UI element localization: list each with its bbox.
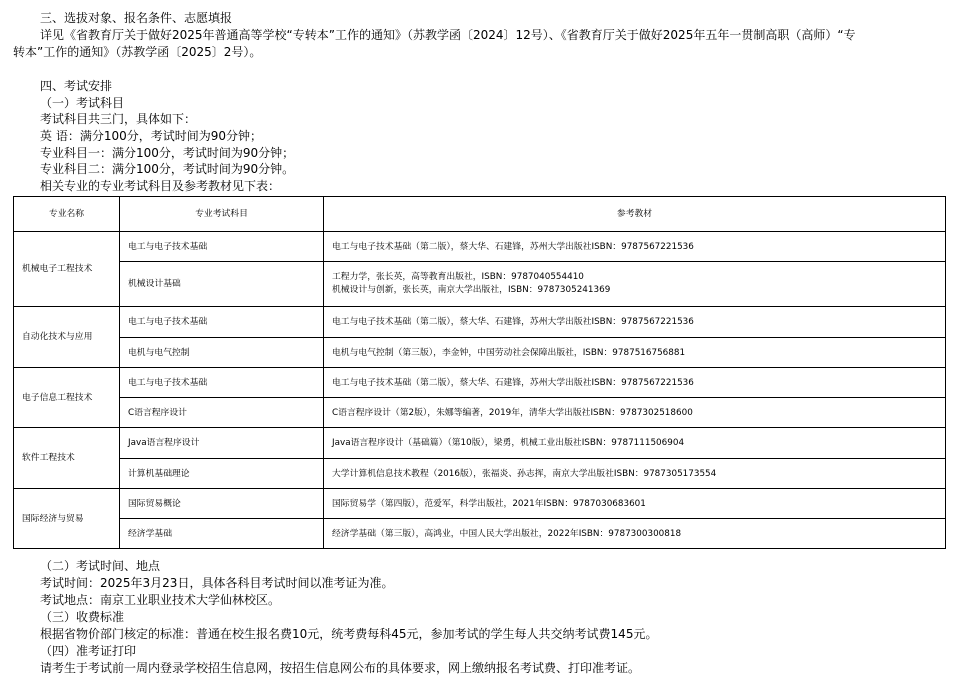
subheading-fees: （三）收费标准 (40, 610, 125, 624)
textbook-cell: 电机与电气控制（第三版），李金钟，中国劳动社会保障出版社，ISBN：9787516756881 (324, 338, 946, 368)
subject-cell: 机械设计基础 (120, 262, 324, 307)
table-row (14, 338, 946, 368)
subject-major-2: 专业科目二：满分100分，考试时间为90分钟。 (40, 162, 295, 176)
subjects-intro: 考试科目共三门，具体如下： (40, 112, 197, 126)
table-row (14, 519, 946, 549)
exam-time: 考试时间：2025年3月23日，具体各科目考试时间以准考证为准。 (40, 576, 394, 590)
reference-textbook-table (13, 196, 946, 549)
textbook-cell: 国际贸易学（第四版），范爱军，科学出版社，2021年ISBN：9787030683601 (324, 489, 946, 519)
textbook-line: 工程力学，张长英，高等教育出版社，ISBN：9787040554410 (332, 272, 584, 282)
subheading-time-place: （二）考试时间、地点 (40, 559, 161, 573)
table-row (14, 459, 946, 489)
table-row (14, 489, 946, 519)
exam-place: 考试地点：南京工业职业技术大学仙林校区。 (40, 593, 281, 607)
header-subject: 专业考试科目 (120, 197, 324, 232)
subject-cell: C语言程序设计 (120, 398, 324, 428)
major-name-cell: 电子信息工程技术 (14, 368, 120, 428)
table-row (14, 232, 946, 262)
major-name-cell: 机械电子工程技术 (14, 232, 120, 307)
subject-cell: 电工与电子技术基础 (120, 307, 324, 338)
subheading-admission-ticket: （四）准考证打印 (40, 644, 137, 658)
subject-cell: 经济学基础 (120, 519, 324, 549)
subject-major-1: 专业科目一：满分100分，考试时间为90分钟； (40, 146, 295, 160)
subject-cell: 电工与电子技术基础 (120, 232, 324, 262)
major-name-cell: 软件工程技术 (14, 428, 120, 489)
section-heading-exam: 四、考试安排 (40, 79, 113, 93)
subject-english: 英 语：满分100分，考试时间为90分钟； (40, 129, 262, 143)
textbook-cell: 电工与电子技术基础（第二版），蔡大华、石建锋，苏州大学出版社ISBN：9787567221536 (324, 368, 946, 398)
subject-cell: 国际贸易概论 (120, 489, 324, 519)
notice-reference-line-2: 转本”工作的通知》（苏教学函〔2025〕2号）。 (13, 45, 262, 59)
textbook-cell: C语言程序设计（第2版），朱娜等编著，2019年，清华大学出版社ISBN：9787302518600 (324, 398, 946, 428)
textbook-cell: 大学计算机信息技术教程（2016版），张福炎、孙志挥，南京大学出版社ISBN：9787305173554 (324, 459, 946, 489)
table-header-row (14, 197, 946, 232)
table-row (14, 398, 946, 428)
major-name-cell: 自动化技术与应用 (14, 307, 120, 368)
notice-reference-line-1: 详见《省教育厅关于做好2025年普通高等学校“专转本”工作的通知》（苏教学函〔2024〕12号）、《省教育厅关于做好2025年五年一贯制高职（高师）“专 (40, 28, 856, 42)
header-major: 专业名称 (14, 197, 120, 232)
textbook-cell: 经济学基础（第三版），高鸿业，中国人民大学出版社，2022年ISBN：9787300300818 (324, 519, 946, 549)
table-row (14, 428, 946, 459)
fee-description: 根据省物价部门核定的标准：普通在校生报名费10元，统考费每科45元，参加考试的学生每人共交纳考试费145元。 (40, 627, 658, 641)
subject-cell: 电工与电子技术基础 (120, 368, 324, 398)
textbook-cell: 电工与电子技术基础（第二版），蔡大华、石建锋，苏州大学出版社ISBN：9787567221536 (324, 307, 946, 338)
major-name-cell: 国际经济与贸易 (14, 489, 120, 549)
subject-cell: Java语言程序设计 (120, 428, 324, 459)
textbook-cell: 电工与电子技术基础（第二版），蔡大华、石建锋，苏州大学出版社ISBN：9787567221536 (324, 232, 946, 262)
table-row (14, 307, 946, 338)
subject-cell: 计算机基础理论 (120, 459, 324, 489)
table-intro: 相关专业的专业考试科目及参考教材见下表： (40, 179, 281, 193)
subheading-exam-subjects: （一）考试科目 (40, 96, 125, 110)
textbook-cell: Java语言程序设计（基础篇）（第10版），梁勇，机械工业出版社ISBN：9787111506904 (324, 428, 946, 459)
textbook-cell (324, 262, 946, 307)
textbook-line: 机械设计与创新，张长英，南京大学出版社，ISBN：9787305241369 (332, 285, 611, 295)
table-row (14, 368, 946, 398)
table-row (14, 262, 946, 307)
subject-cell: 电机与电气控制 (120, 338, 324, 368)
admission-ticket-instructions: 请考生于考试前一周内登录学校招生信息网，按招生信息网公布的具体要求，网上缴纳报名考试费、打印准考证。 (40, 661, 641, 675)
header-textbook: 参考教材 (324, 197, 946, 232)
section-heading-selection: 三、选拔对象、报名条件、志愿填报 (40, 11, 233, 25)
